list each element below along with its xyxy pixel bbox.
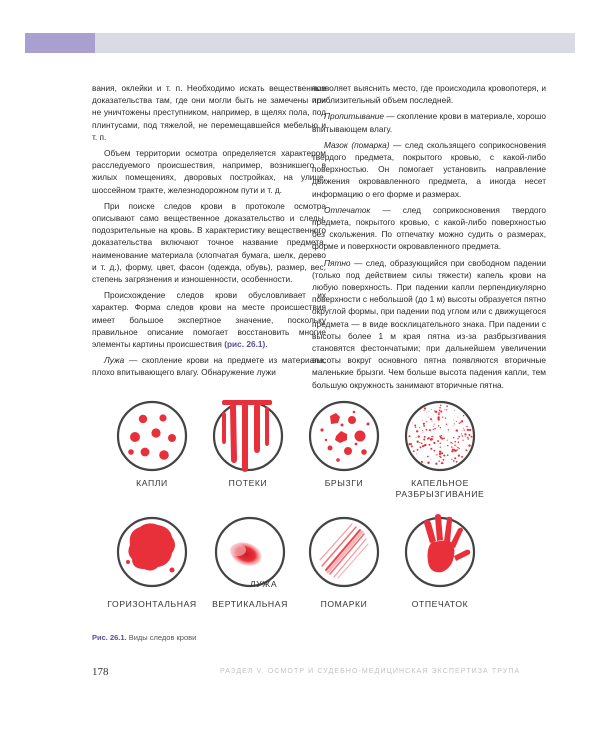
spatter-dot <box>451 446 453 448</box>
spatter-dot <box>446 409 447 410</box>
spatter-dot <box>458 448 459 449</box>
label-handprint: ОТПЕЧАТОК <box>411 599 469 609</box>
spatter-dot <box>454 445 455 446</box>
spatter-dot <box>467 438 468 439</box>
spatter-dot <box>452 443 453 444</box>
spatter-dot <box>456 461 458 463</box>
spatter-dot <box>422 420 423 421</box>
runs-illustration <box>214 400 282 472</box>
spatter-dot <box>458 454 460 456</box>
spatter-dot <box>416 437 417 438</box>
spatter-dot <box>447 445 448 446</box>
term: Мазок (помарка) <box>324 139 390 150</box>
spatter-dot <box>424 423 425 424</box>
spatter-dot <box>430 418 432 420</box>
paragraph: Объем территории осмотра определяется характером расследуемого происшествия, например, возникшего в жилых помещениях, дворовых постройках, на улице, шоссейном тракте, железнодорожном пути и т. д. <box>92 148 326 195</box>
spatter-dot <box>454 457 456 459</box>
paragraph-text: Происхождение следов крови обусловливает их характер. Форма следов крови на месте происшествия имеет большое экспертное значение, поскольку правильное описание помогает восстановить многие элементы картины происшествия <box>92 290 326 350</box>
spatter-dot <box>442 453 443 454</box>
spatter-dot <box>419 427 420 428</box>
spatter-dot <box>432 421 433 422</box>
running-title: РАЗДЕЛ V. ОСМОТР И СУДЕБНО-МЕДИЦИНСКАЯ ЭКСПЕРТИЗА ТРУПА <box>220 668 521 675</box>
spatter-dot <box>424 410 425 411</box>
spatter-dot <box>461 434 462 435</box>
spatter-dot <box>443 436 444 437</box>
definition: — след, образующийся при свободном падении (только под действием силы тяжести) капель крови на любую поверхность. При падении капли перпендикулярно поверхности с небольшой (до 1 м) высоты образуется пятно округлой формы, при падении под углом или с движущегося предмета — в виде восклицательного знака. При падении с высоты более 1 м края пятна из-за разбрызгивания становятся фестончатыми; при дальнейшем увеличении высоты вокруг основного пятна появляются вторичные маленькие брызги. Чем больше высота падения капли, тем большую окружность занимают вторичные пятна. <box>312 257 546 390</box>
spatter-dot <box>422 445 424 447</box>
spatter-dot <box>439 453 441 455</box>
spatter-dot <box>443 455 444 456</box>
spatter-dot <box>424 436 426 438</box>
spatter-dot <box>422 433 423 434</box>
spatter-dot <box>448 429 449 430</box>
spatter-dot <box>439 455 441 457</box>
spatter-dot <box>463 440 464 441</box>
spatter-dot <box>416 430 418 432</box>
spatter-dot <box>463 415 464 416</box>
spatter-dot <box>439 435 441 437</box>
spatter-dot <box>440 404 442 406</box>
term: Лужа <box>104 355 125 366</box>
label-splashes: БРЫЗГИ <box>324 478 364 488</box>
spatter-dot <box>462 435 464 437</box>
spatter-dot <box>440 411 442 413</box>
spatter-dot <box>440 447 441 448</box>
smears-illustration <box>310 518 378 586</box>
spatter-dot <box>454 410 455 411</box>
caption-number: Рис. 26.1. <box>92 633 127 642</box>
spatter-dot <box>468 444 470 446</box>
spatter-dot <box>441 435 442 436</box>
spatter-dot <box>421 442 423 444</box>
spatter-dot <box>468 434 470 436</box>
spatter-dot <box>417 449 419 451</box>
spatter-dot <box>430 459 431 460</box>
spatter-dot <box>461 456 463 458</box>
spatter-dot <box>419 442 420 443</box>
caption-text: Виды следов крови <box>126 633 197 642</box>
paragraph: вания, оклейки и т. п. Необходимо искать вещественные доказательства там, где они могли быть не замечены или не уничтожены преступником, например, в щелях пола, под плинтусами, под тяжелой, не перемещавшейся мебелью и т. п. <box>92 83 326 142</box>
spatter-dot <box>447 440 448 441</box>
page-number: 178 <box>92 666 109 678</box>
label-drops: КАПЛИ <box>136 478 168 488</box>
spatter-dot <box>429 429 431 431</box>
term: Пропитывание <box>324 111 384 122</box>
spatter-dot <box>437 418 438 419</box>
spatter-dot <box>469 429 470 430</box>
spatter-dot <box>456 449 457 450</box>
label-horizontal: ГОРИЗОНТАЛЬНАЯ <box>107 599 197 609</box>
spatter-dot <box>439 410 441 412</box>
spatter-dot <box>463 428 464 429</box>
spatter-dot <box>433 450 435 452</box>
spatter-dot <box>457 447 458 448</box>
spatter-dot <box>456 446 457 447</box>
spatter-dot <box>421 461 423 463</box>
spatter-dot <box>443 459 445 461</box>
spatter-dot <box>408 443 410 445</box>
spatter-dot <box>456 421 457 422</box>
splashes-illustration <box>310 402 378 470</box>
label-vertical: ВЕРТИКАЛЬНАЯ <box>212 599 288 609</box>
spatter-dot <box>409 435 411 437</box>
spatter-dot <box>427 438 429 440</box>
spatter-dot <box>443 437 445 439</box>
spatter-dot <box>438 416 440 418</box>
spatter-dot <box>465 436 466 437</box>
spatter-dot <box>453 420 454 421</box>
spatter-dot <box>420 446 422 448</box>
spatter-dot <box>458 436 460 438</box>
spatter-dot <box>460 422 461 423</box>
spatter-dot <box>423 438 425 440</box>
spatter-dot <box>437 440 438 441</box>
definition: — след соприкосновения твердого предмета, покрытого кровью, с какой-либо поверхностью без скольжения. По отпечатку можно судить о размерах, форме и поверхности окровавленного предмета. <box>312 204 546 252</box>
spatter-dot <box>462 430 463 431</box>
spatter-dot <box>446 405 448 407</box>
paragraph: Происхождение следов крови обусловливает их характер. Форма следов крови на месте происшествия имеет большое экспертное значение, поскольку правильное описание помогает восстановить многие элементы картины происшествия (рис. 26.1). <box>92 290 326 350</box>
spatter-dot <box>428 417 429 418</box>
spatter-dot <box>440 443 441 444</box>
spatter-dot <box>445 417 446 418</box>
spatter-dot <box>438 414 440 416</box>
spatter-dot <box>423 425 425 427</box>
spatter-dot <box>424 407 426 409</box>
spatter-dot <box>438 412 440 414</box>
term: Пятно <box>324 257 351 268</box>
spatter-dot <box>438 425 440 427</box>
spatter-dot <box>412 423 413 424</box>
definition: — скопление крови на предмете из материала, плохо впитывающего влагу. Обнаружение лужи <box>92 355 326 378</box>
spatter-dot <box>440 427 441 428</box>
spatter-dot <box>429 444 431 446</box>
spatter-dot <box>457 417 458 418</box>
spatter-dot <box>446 424 447 425</box>
spatter-dot <box>427 462 429 464</box>
spatter-dot <box>442 417 443 418</box>
handprint-illustration <box>406 514 474 586</box>
horizontal-pool-illustration <box>118 518 186 586</box>
spatter-dot <box>437 418 439 420</box>
definition: — скопление крови в материале, хорошо впитывающем влагу. <box>312 111 546 134</box>
spatter-dot <box>467 437 469 439</box>
spatter-dot <box>466 450 467 451</box>
spatter-dot <box>467 429 469 431</box>
drops-illustration <box>118 402 186 470</box>
spatter-dot <box>461 420 463 422</box>
spatter-dot <box>433 442 435 444</box>
spatter-dot <box>431 438 433 440</box>
paragraph: При поиске следов крови в протоколе осмотра описывают само вещественное доказательство и следы, подозрительные на кровь. В характеристику вещественного доказательства включают точное название предмета, наименование материала (хлопчатая бумага, шелк, дерево и т. д.), форму, цвет, фасон (одежда, обувь), размер, вес, степень загрязнения и изношенности, особенности. <box>92 200 326 285</box>
spatter-dot <box>411 443 412 444</box>
spatter-dot <box>426 429 428 431</box>
spatter-dot <box>451 450 453 452</box>
spatter-dot <box>454 423 455 424</box>
spatter-dot <box>426 421 427 422</box>
spatter-dot <box>447 454 449 456</box>
spatter-dot <box>433 429 434 430</box>
spatter-dot <box>431 436 432 437</box>
spatter-dot <box>458 441 460 443</box>
spatter-dot <box>411 445 413 447</box>
spatter-dot <box>464 429 465 430</box>
label-smears: ПОМАРКИ <box>320 599 368 609</box>
figure-caption <box>92 633 196 642</box>
spatter-dot <box>453 437 454 438</box>
spatter-dot <box>435 463 437 465</box>
spatter-dot <box>450 442 452 444</box>
label-runs: ПОТЕКИ <box>228 478 268 488</box>
spatter-dot <box>466 426 467 427</box>
spatter-dot <box>439 451 441 453</box>
spatter-dot <box>438 460 439 461</box>
spatter-dot <box>444 409 445 410</box>
spatter-dot <box>453 426 454 427</box>
label-spatter: КАПЕЛЬНОЕ РАЗБРЫЗГИВАНИЕ <box>395 478 485 499</box>
paragraph: позволяет выяснить место, где происходила кровопотеря, и приблизительный объем последней. <box>312 83 546 106</box>
spatter-dot <box>416 453 417 454</box>
label-pool-group: ЛУЖА <box>250 579 278 589</box>
term: Отпечаток <box>324 204 371 215</box>
spatter-dot <box>456 429 458 431</box>
spatter-dot <box>448 445 449 446</box>
spatter-dot <box>435 411 437 413</box>
spatter-dot <box>422 430 423 431</box>
spatter-dot <box>452 449 454 451</box>
spatter-dot <box>434 428 436 430</box>
spatter-dot <box>436 454 437 455</box>
spatter-dot <box>454 441 456 443</box>
spatter-dot <box>465 434 466 435</box>
spatter-dot <box>433 426 434 427</box>
spatter-dot <box>439 407 441 409</box>
spatter-dot <box>471 436 473 438</box>
spatter-dot <box>427 456 429 458</box>
spatter-dot <box>430 448 432 450</box>
figure-reference: (рис. 26.1) <box>224 339 266 350</box>
spatter-dot <box>426 412 427 413</box>
spatter-dot <box>441 462 443 464</box>
spatter-dot <box>414 425 416 427</box>
spatter-dot <box>459 422 460 423</box>
spatter-dot <box>417 441 419 443</box>
spatter-dot <box>418 436 420 438</box>
spatter-dot <box>441 438 443 440</box>
spatter-dot <box>413 450 415 452</box>
spatter-dot <box>457 438 458 439</box>
spatter-dot <box>451 459 452 460</box>
vertical-pool-illustration <box>216 518 284 586</box>
definition: — след скользящего соприкосновения твердого предмета, покрытого кровью, с какой-либо поверхностью. Он помогает установить направление движения окровавленного предмета, а иногда несет информацию о его форме и размерах. <box>312 139 546 199</box>
spatter-dot <box>453 447 454 448</box>
spatter-illustration <box>406 402 474 470</box>
spatter-dot <box>453 460 455 462</box>
spatter-dot <box>428 411 429 412</box>
spatter-dot <box>434 424 435 425</box>
spatter-dot <box>415 427 416 428</box>
spatter-dot <box>431 409 432 410</box>
spatter-dot <box>443 455 445 457</box>
